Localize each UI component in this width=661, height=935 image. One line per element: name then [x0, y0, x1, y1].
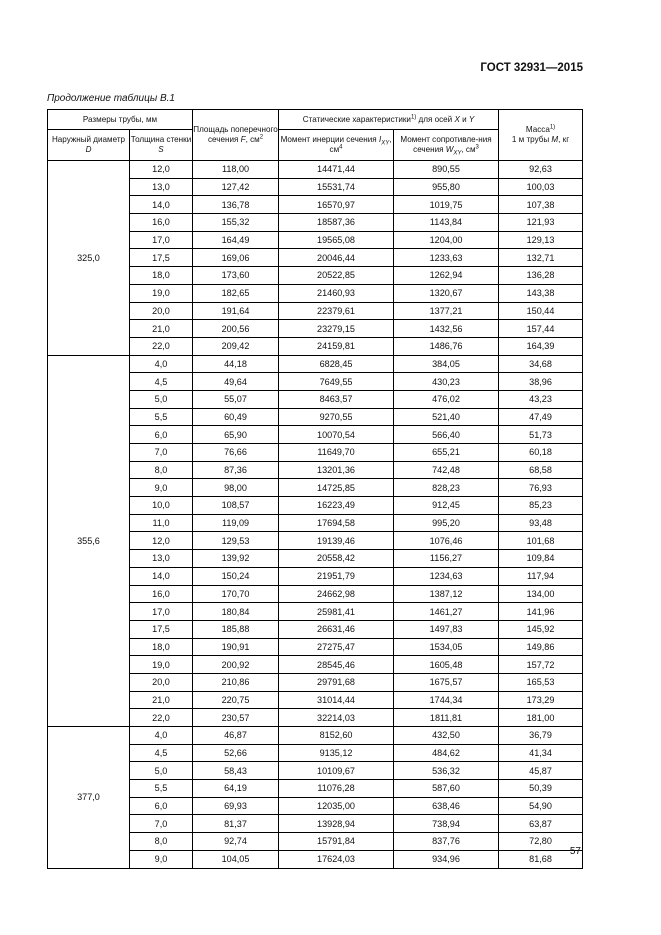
cell-area: 65,90 [193, 426, 279, 444]
cell-mass: 109,84 [499, 550, 583, 568]
header-outer-diameter: Наружный диаметр D [48, 130, 130, 161]
cell-section-modulus: 955,80 [394, 178, 499, 196]
cell-area: 173,60 [193, 267, 279, 285]
cell-wall-thickness: 10,0 [130, 497, 193, 515]
cell-mass: 68,58 [499, 461, 583, 479]
header-section-modulus: Момент сопротивле-ния сечения $W_{XY}$, $см^3$ [394, 130, 499, 161]
cell-section-modulus: 837,76 [394, 833, 499, 851]
cell-area: 76,66 [193, 444, 279, 462]
cell-area: 127,42 [193, 178, 279, 196]
cell-mass: 47,49 [499, 408, 583, 426]
cell-section-modulus: 1675,57 [394, 673, 499, 691]
cell-section-modulus: 1233,63 [394, 249, 499, 267]
cell-area: 220,75 [193, 691, 279, 709]
cell-mass: 81,68 [499, 850, 583, 868]
cell-section-modulus: 1432,56 [394, 320, 499, 338]
cell-section-modulus: 536,32 [394, 762, 499, 780]
cell-wall-thickness: 16,0 [130, 585, 193, 603]
cell-section-modulus: 1387,12 [394, 585, 499, 603]
cell-area: 182,65 [193, 284, 279, 302]
cell-area: 104,05 [193, 850, 279, 868]
cell-section-modulus: 1204,00 [394, 231, 499, 249]
cell-section-modulus: 476,02 [394, 390, 499, 408]
cell-mass: 181,00 [499, 709, 583, 727]
header-wall-thickness: Толщина стенки S [130, 130, 193, 161]
cell-wall-thickness: 17,5 [130, 620, 193, 638]
cell-section-modulus: 587,60 [394, 780, 499, 798]
cell-mass: 60,18 [499, 444, 583, 462]
cell-moment-of-inertia: 16223,49 [279, 497, 394, 515]
cell-moment-of-inertia: 20046,44 [279, 249, 394, 267]
cell-section-modulus: 638,46 [394, 797, 499, 815]
cell-mass: 101,68 [499, 532, 583, 550]
cell-wall-thickness: 17,0 [130, 603, 193, 621]
cell-moment-of-inertia: 17694,58 [279, 514, 394, 532]
cell-area: 200,56 [193, 320, 279, 338]
header-static-characteristics: Статические характеристики$^{1)}$ для осей X и Y [279, 110, 499, 130]
cell-area: 46,87 [193, 727, 279, 745]
cell-wall-thickness: 19,0 [130, 284, 193, 302]
cell-mass: 76,93 [499, 479, 583, 497]
cell-wall-thickness: 18,0 [130, 267, 193, 285]
cell-section-modulus: 655,21 [394, 444, 499, 462]
cell-moment-of-inertia: 16570,97 [279, 196, 394, 214]
cell-moment-of-inertia: 19565,08 [279, 231, 394, 249]
cell-mass: 92,63 [499, 161, 583, 179]
cell-wall-thickness: 8,0 [130, 461, 193, 479]
cell-area: 49,64 [193, 373, 279, 391]
cell-moment-of-inertia: 11649,70 [279, 444, 394, 462]
cell-section-modulus: 1811,81 [394, 709, 499, 727]
cell-area: 64,19 [193, 780, 279, 798]
cell-mass: 36,79 [499, 727, 583, 745]
cell-mass: 51,73 [499, 426, 583, 444]
cell-wall-thickness: 14,0 [130, 196, 193, 214]
cell-moment-of-inertia: 17624,03 [279, 850, 394, 868]
cell-moment-of-inertia: 13928,94 [279, 815, 394, 833]
cell-area: 118,00 [193, 161, 279, 179]
cell-section-modulus: 934,96 [394, 850, 499, 868]
cell-area: 87,36 [193, 461, 279, 479]
cell-mass: 54,90 [499, 797, 583, 815]
cell-section-modulus: 1156,27 [394, 550, 499, 568]
cell-mass: 63,87 [499, 815, 583, 833]
cell-moment-of-inertia: 22379,61 [279, 302, 394, 320]
cell-area: 200,92 [193, 656, 279, 674]
cell-section-modulus: 432,50 [394, 727, 499, 745]
cell-area: 44,18 [193, 355, 279, 373]
cell-wall-thickness: 21,0 [130, 691, 193, 709]
cell-area: 230,57 [193, 709, 279, 727]
cell-wall-thickness: 12,0 [130, 161, 193, 179]
cell-moment-of-inertia: 31014,44 [279, 691, 394, 709]
cell-mass: 117,94 [499, 567, 583, 585]
cell-section-modulus: 1461,27 [394, 603, 499, 621]
cell-section-modulus: 738,94 [394, 815, 499, 833]
cell-section-modulus: 430,23 [394, 373, 499, 391]
cell-outer-diameter: 377,0 [48, 727, 130, 869]
cell-area: 119,09 [193, 514, 279, 532]
cell-mass: 93,48 [499, 514, 583, 532]
cell-area: 98,00 [193, 479, 279, 497]
cell-mass: 121,93 [499, 214, 583, 232]
cell-wall-thickness: 4,0 [130, 727, 193, 745]
cell-moment-of-inertia: 13201,36 [279, 461, 394, 479]
cell-moment-of-inertia: 26631,46 [279, 620, 394, 638]
cell-section-modulus: 995,20 [394, 514, 499, 532]
cell-section-modulus: 1320,67 [394, 284, 499, 302]
cell-wall-thickness: 9,0 [130, 479, 193, 497]
cell-moment-of-inertia: 9135,12 [279, 744, 394, 762]
cell-section-modulus: 1744,34 [394, 691, 499, 709]
cell-section-modulus: 1605,48 [394, 656, 499, 674]
cell-moment-of-inertia: 8463,57 [279, 390, 394, 408]
cell-section-modulus: 1377,21 [394, 302, 499, 320]
cell-area: 150,24 [193, 567, 279, 585]
cell-mass: 38,96 [499, 373, 583, 391]
cell-area: 180,84 [193, 603, 279, 621]
cell-area: 209,42 [193, 337, 279, 355]
cell-mass: 141,96 [499, 603, 583, 621]
cell-mass: 85,23 [499, 497, 583, 515]
table-row [48, 161, 583, 179]
cell-wall-thickness: 12,0 [130, 532, 193, 550]
cell-wall-thickness: 21,0 [130, 320, 193, 338]
cell-wall-thickness: 5,5 [130, 780, 193, 798]
cell-moment-of-inertia: 24662,98 [279, 585, 394, 603]
cell-section-modulus: 484,62 [394, 744, 499, 762]
cell-wall-thickness: 22,0 [130, 337, 193, 355]
cell-moment-of-inertia: 8152,60 [279, 727, 394, 745]
cell-outer-diameter: 355,6 [48, 355, 130, 726]
cell-wall-thickness: 6,0 [130, 426, 193, 444]
cell-mass: 145,92 [499, 620, 583, 638]
cell-wall-thickness: 6,0 [130, 797, 193, 815]
cell-area: 81,37 [193, 815, 279, 833]
cell-section-modulus: 1262,94 [394, 267, 499, 285]
cell-outer-diameter: 325,0 [48, 161, 130, 356]
cell-mass: 45,87 [499, 762, 583, 780]
cell-moment-of-inertia: 7649,55 [279, 373, 394, 391]
cell-moment-of-inertia: 19139,46 [279, 532, 394, 550]
cell-wall-thickness: 7,0 [130, 815, 193, 833]
cell-wall-thickness: 4,5 [130, 373, 193, 391]
cell-moment-of-inertia: 14725,85 [279, 479, 394, 497]
cell-mass: 157,44 [499, 320, 583, 338]
page-number: 57 [569, 846, 581, 857]
cell-section-modulus: 521,40 [394, 408, 499, 426]
cell-moment-of-inertia: 27275,47 [279, 638, 394, 656]
cell-moment-of-inertia: 11076,28 [279, 780, 394, 798]
header-area: Площадь поперечного сечения F, $см^2$ [193, 110, 279, 161]
cell-area: 170,70 [193, 585, 279, 603]
cell-mass: 72,80 [499, 833, 583, 851]
cell-moment-of-inertia: 15531,74 [279, 178, 394, 196]
cell-mass: 50,39 [499, 780, 583, 798]
cell-area: 191,64 [193, 302, 279, 320]
cell-wall-thickness: 8,0 [130, 833, 193, 851]
cell-area: 52,66 [193, 744, 279, 762]
cell-section-modulus: 1534,05 [394, 638, 499, 656]
cell-moment-of-inertia: 24159,81 [279, 337, 394, 355]
cell-area: 169,06 [193, 249, 279, 267]
cell-wall-thickness: 11,0 [130, 514, 193, 532]
cell-mass: 43,23 [499, 390, 583, 408]
cell-area: 190,91 [193, 638, 279, 656]
cell-section-modulus: 1076,46 [394, 532, 499, 550]
cell-moment-of-inertia: 14471,44 [279, 161, 394, 179]
cell-mass: 143,38 [499, 284, 583, 302]
cell-area: 55,07 [193, 390, 279, 408]
cell-wall-thickness: 20,0 [130, 673, 193, 691]
cell-area: 185,88 [193, 620, 279, 638]
cell-wall-thickness: 19,0 [130, 656, 193, 674]
cell-wall-thickness: 4,5 [130, 744, 193, 762]
header-moment-of-inertia: Момент инерции сечения $I_{XY}$, $см^4$ [279, 130, 394, 161]
cell-wall-thickness: 4,0 [130, 355, 193, 373]
cell-moment-of-inertia: 10070,54 [279, 426, 394, 444]
cell-moment-of-inertia: 23279,15 [279, 320, 394, 338]
cell-area: 155,32 [193, 214, 279, 232]
cell-section-modulus: 742,48 [394, 461, 499, 479]
cell-moment-of-inertia: 10109,67 [279, 762, 394, 780]
cell-section-modulus: 1486,76 [394, 337, 499, 355]
cell-moment-of-inertia: 21460,93 [279, 284, 394, 302]
cell-moment-of-inertia: 21951,79 [279, 567, 394, 585]
cell-wall-thickness: 5,0 [130, 390, 193, 408]
cell-mass: 107,38 [499, 196, 583, 214]
cell-moment-of-inertia: 6828,45 [279, 355, 394, 373]
cell-mass: 150,44 [499, 302, 583, 320]
cell-moment-of-inertia: 20558,42 [279, 550, 394, 568]
cell-area: 210,86 [193, 673, 279, 691]
cell-wall-thickness: 14,0 [130, 567, 193, 585]
cell-section-modulus: 1234,63 [394, 567, 499, 585]
cell-mass: 165,53 [499, 673, 583, 691]
cell-area: 108,57 [193, 497, 279, 515]
cell-area: 164,49 [193, 231, 279, 249]
cell-section-modulus: 890,55 [394, 161, 499, 179]
cell-area: 69,93 [193, 797, 279, 815]
document-code: ГОСТ 32931—2015 [480, 62, 583, 74]
cell-mass: 149,86 [499, 638, 583, 656]
cell-area: 60,49 [193, 408, 279, 426]
cell-moment-of-inertia: 12035,00 [279, 797, 394, 815]
cell-section-modulus: 828,23 [394, 479, 499, 497]
cell-mass: 157,72 [499, 656, 583, 674]
cell-wall-thickness: 7,0 [130, 444, 193, 462]
cell-area: 136,78 [193, 196, 279, 214]
cell-area: 139,92 [193, 550, 279, 568]
cell-section-modulus: 566,40 [394, 426, 499, 444]
table-caption: Продолжение таблицы В.1 [47, 93, 175, 104]
header-pipe-sizes: Размеры трубы, мм [48, 110, 193, 130]
cell-section-modulus: 912,45 [394, 497, 499, 515]
cell-moment-of-inertia: 15791,84 [279, 833, 394, 851]
cell-wall-thickness: 16,0 [130, 214, 193, 232]
cell-wall-thickness: 9,0 [130, 850, 193, 868]
cell-section-modulus: 384,05 [394, 355, 499, 373]
cell-mass: 129,13 [499, 231, 583, 249]
table-row [48, 727, 583, 745]
cell-moment-of-inertia: 25981,41 [279, 603, 394, 621]
cell-wall-thickness: 5,5 [130, 408, 193, 426]
cell-moment-of-inertia: 32214,03 [279, 709, 394, 727]
cell-mass: 173,29 [499, 691, 583, 709]
cell-area: 92,74 [193, 833, 279, 851]
cell-moment-of-inertia: 20522,85 [279, 267, 394, 285]
cell-mass: 132,71 [499, 249, 583, 267]
cell-mass: 34,68 [499, 355, 583, 373]
cell-wall-thickness: 17,5 [130, 249, 193, 267]
cell-mass: 134,00 [499, 585, 583, 603]
cell-wall-thickness: 13,0 [130, 550, 193, 568]
cell-moment-of-inertia: 18587,36 [279, 214, 394, 232]
cell-mass: 41,34 [499, 744, 583, 762]
cell-wall-thickness: 18,0 [130, 638, 193, 656]
cell-wall-thickness: 5,0 [130, 762, 193, 780]
header-mass: Масса$^{1)}$ 1 м трубы M, кг [499, 110, 583, 161]
pipe-table [47, 109, 583, 869]
cell-wall-thickness: 22,0 [130, 709, 193, 727]
cell-section-modulus: 1019,75 [394, 196, 499, 214]
cell-moment-of-inertia: 9270,55 [279, 408, 394, 426]
cell-mass: 100,03 [499, 178, 583, 196]
cell-moment-of-inertia: 28545,46 [279, 656, 394, 674]
cell-wall-thickness: 17,0 [130, 231, 193, 249]
cell-mass: 164,39 [499, 337, 583, 355]
cell-area: 58,43 [193, 762, 279, 780]
cell-mass: 136,28 [499, 267, 583, 285]
table-row [48, 355, 583, 373]
cell-wall-thickness: 20,0 [130, 302, 193, 320]
cell-section-modulus: 1497,83 [394, 620, 499, 638]
table-body [48, 161, 583, 869]
cell-section-modulus: 1143,84 [394, 214, 499, 232]
cell-area: 129,53 [193, 532, 279, 550]
cell-wall-thickness: 13,0 [130, 178, 193, 196]
cell-moment-of-inertia: 29791,68 [279, 673, 394, 691]
